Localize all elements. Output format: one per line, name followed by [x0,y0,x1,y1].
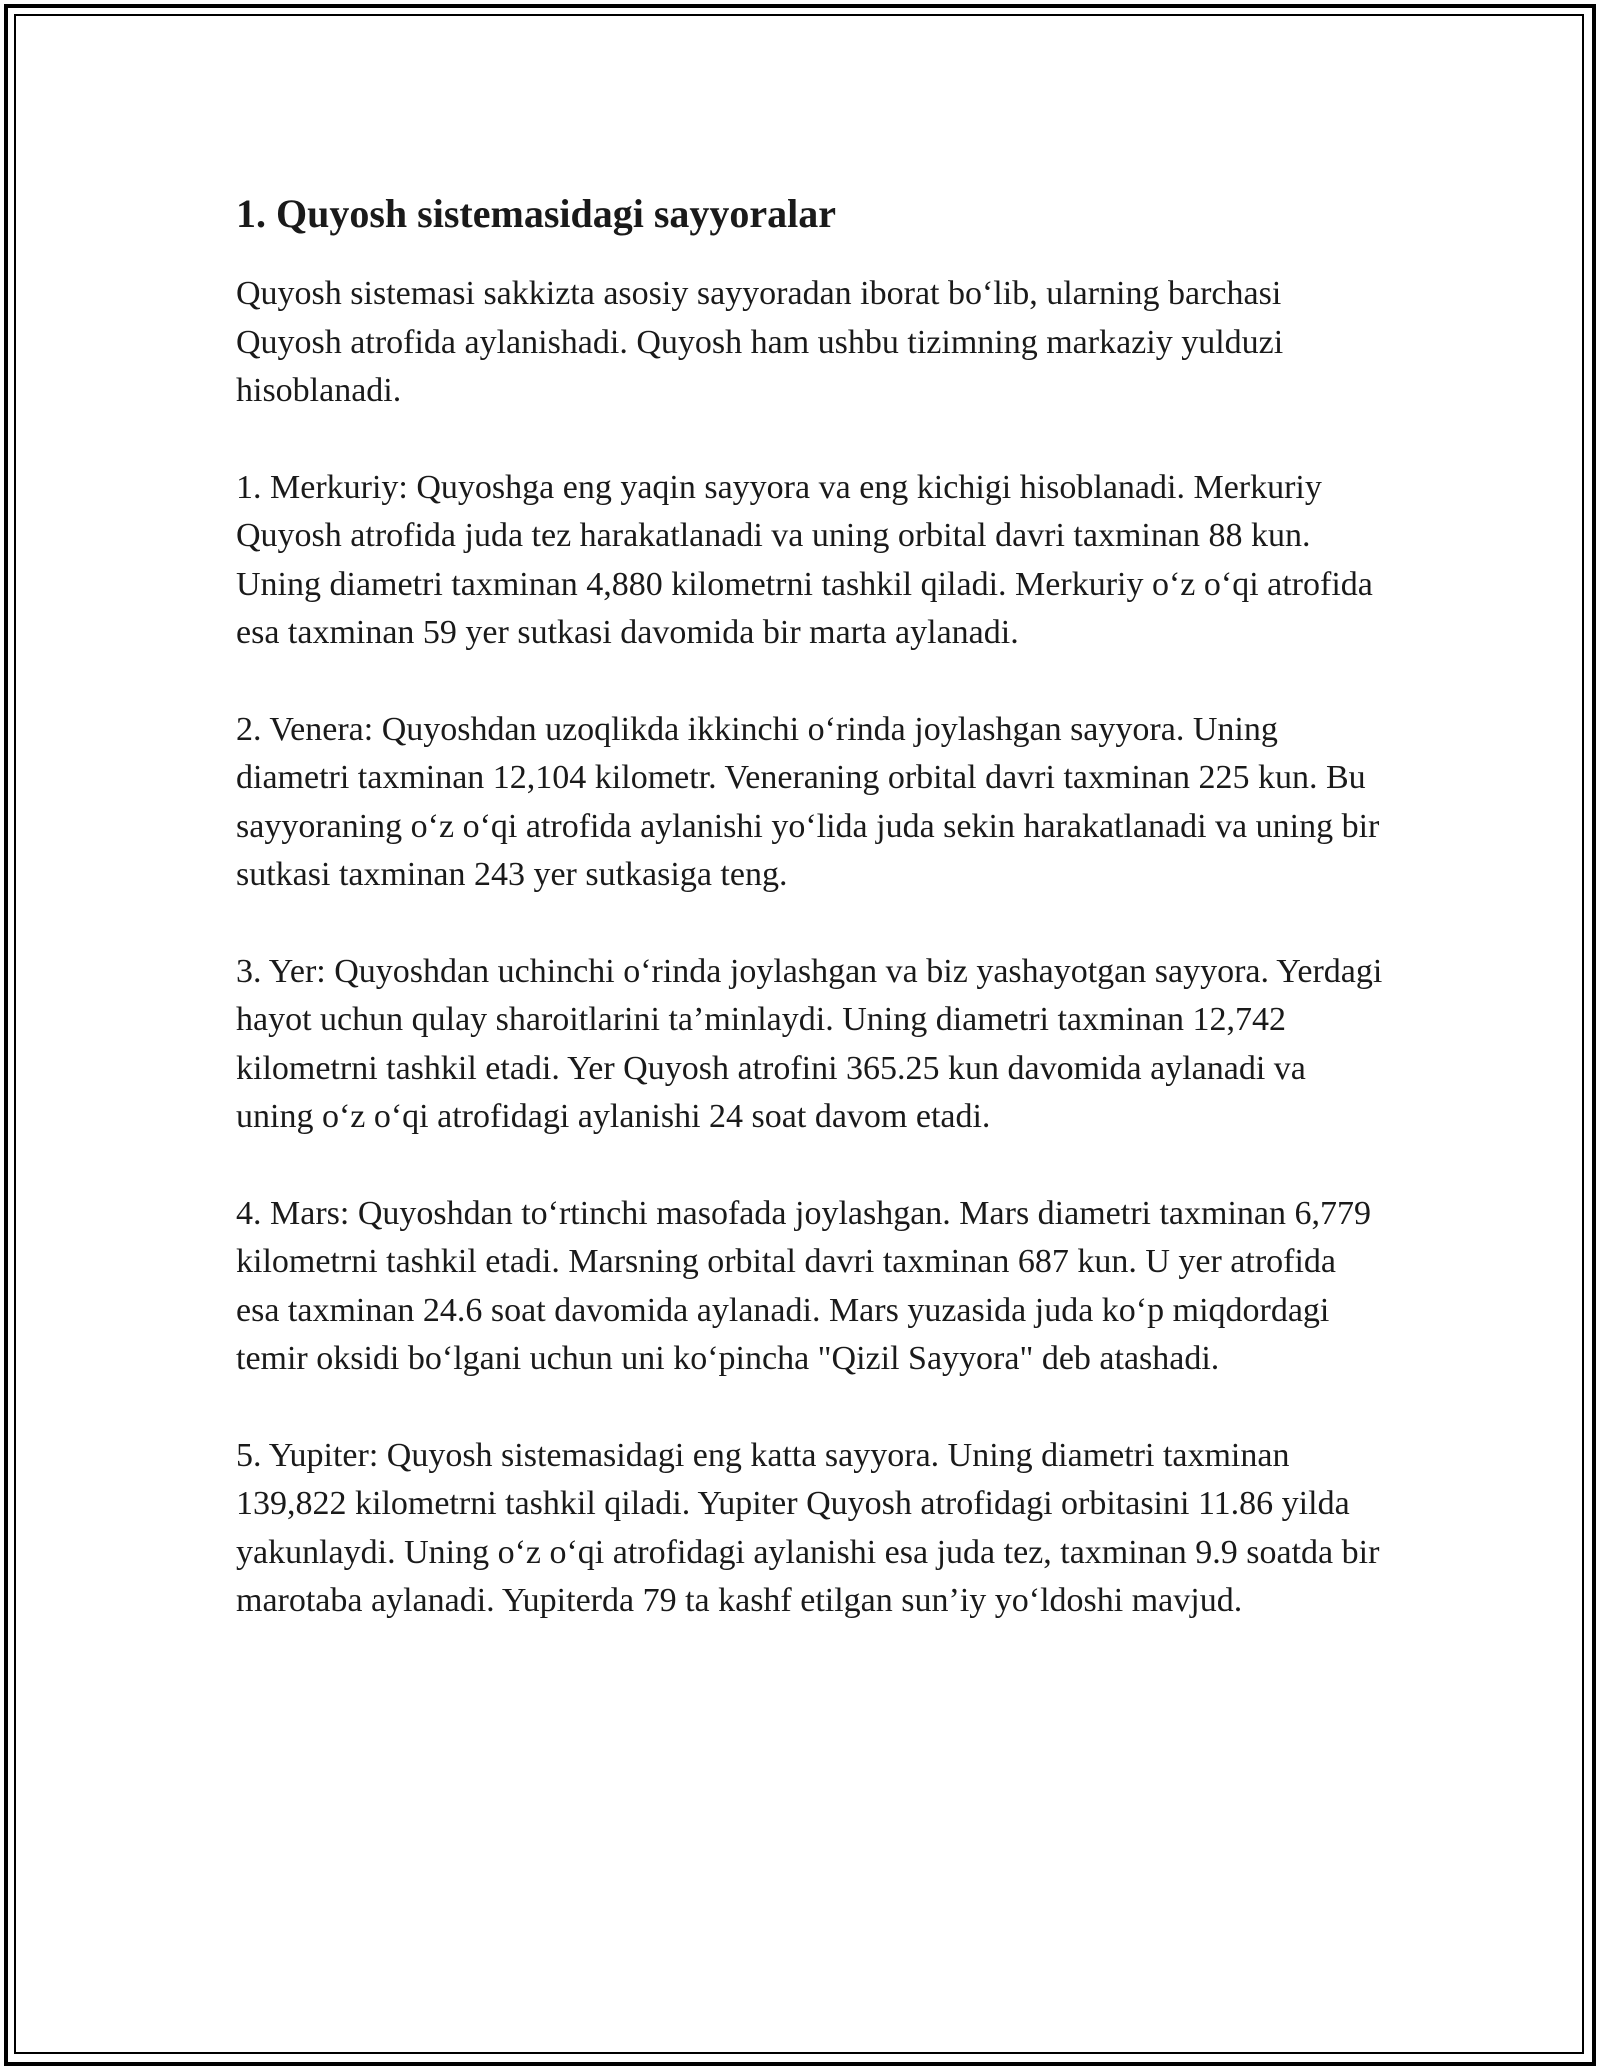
paragraph-yupiter: 5. Yupiter: Quyosh sistemasidagi eng katta sayyora. Uning diametri taxminan 139,822 kilometrni tashkil qiladi. Yupiter Quyosh atrofidagi orbitasini 11.86 yilda yakunlaydi. Uning o‘z o‘qi atrofidagi aylanishi esa juda tez, taxminan 9.9 soatda bir marotaba aylanadi. Yupiterda 79 ta kashf etilgan sun’iy yo‘ldoshi mavjud. [236,1436,1380,1619]
paragraph-venera: 2. Venera: Quyoshdan uzoqlikda ikkinchi o‘rinda joylashgan sayyora. Uning diametri taxminan 12,104 kilometr. Veneraning orbital davri taxminan 225 kun. Bu sayyoraning o‘z o‘qi atrofida aylanishi yo‘lida juda sekin harakatlanadi va uning bir sutkasi taxminan 243 yer sutkasiga teng. [236,710,1380,893]
paragraph-mars: 4. Mars: Quyoshdan to‘rtinchi masofada joylashgan. Mars diametri taxminan 6,779 kilometrni tashkil etadi. Marsning orbital davri taxminan 687 kun. U yer atrofida esa taxminan 24.6 soat davomida aylanadi. Mars yuzasida juda ko‘p miqdordagi temir oksidi bo‘lgani uchun uni ko‘pincha "Qizil Sayyora" deb atashadi. [236,1194,1371,1377]
document-body [236,186,1386,1674]
document-title: 1. Quyosh sistemasidagi sayyoralar [236,191,837,236]
paragraph-merkuriy: 1. Merkuriy: Quyoshga eng yaqin sayyora va eng kichigi hisoblanadi. Merkuriy Quyosh atrofida juda tez harakatlanadi va uning orbital davri taxminan 88 kun. Uning diametri taxminan 4,880 kilometrni tashkil qiladi. Merkuriy o‘z o‘qi atrofida esa taxminan 59 yer sutkasi davomida bir marta aylanadi. [236,468,1373,651]
intro-paragraph: Quyosh sistemasi sakkizta asosiy sayyoradan iborat bo‘lib, ularning barchasi Quyosh atrofida aylanishadi. Quyosh ham ushbu tizimning markaziy yulduzi hisoblanadi. [236,275,1284,409]
paragraph-yer: 3. Yer: Quyoshdan uchinchi o‘rinda joylashgan va biz yashayotgan sayyora. Yerdagi hayot uchun qulay sharoitlarini ta’minlaydi. Uning diametri taxminan 12,742 kilometrni tashkil etadi. Yer Quyosh atrofini 365.25 kun davomida aylanadi va uning o‘z o‘qi atrofidagi aylanishi 24 soat davom etadi. [236,952,1383,1135]
